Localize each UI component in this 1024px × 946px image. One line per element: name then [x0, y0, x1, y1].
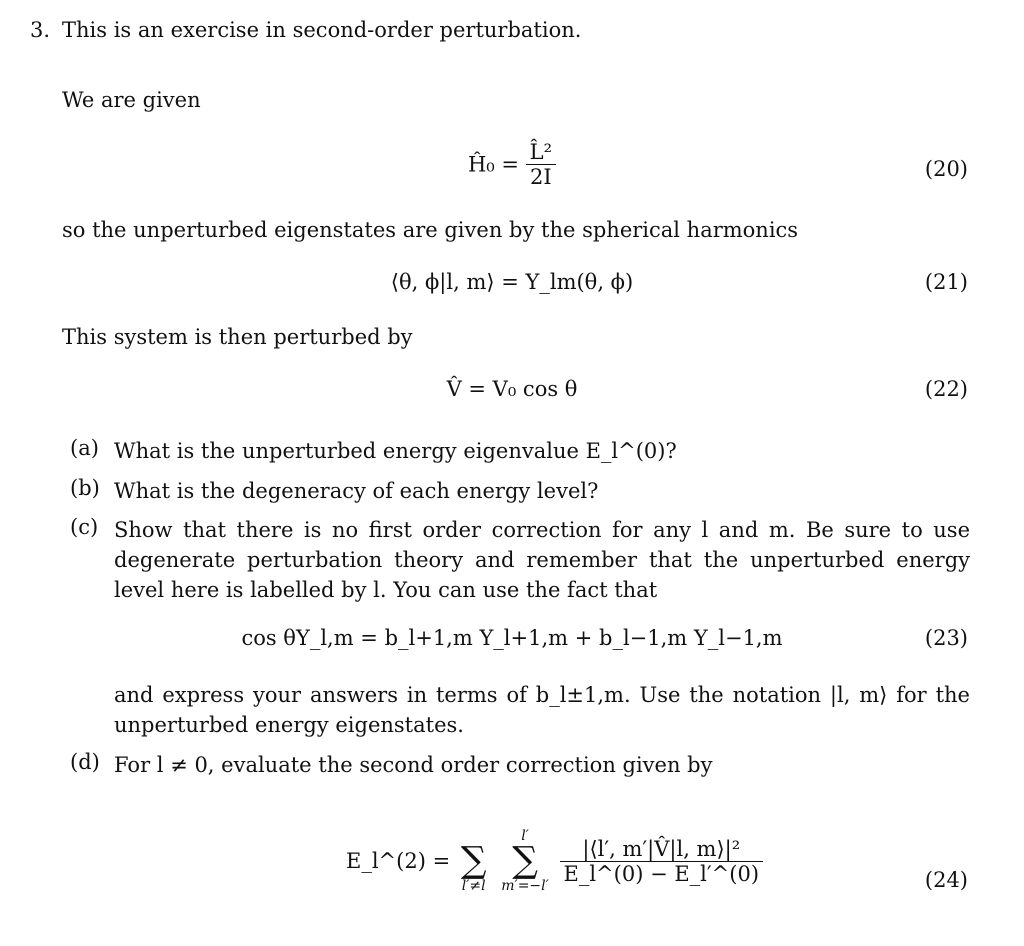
item-c-after-text: and express your answers in terms of b_l±1,m. Use the notation |l, m⟩ for the unperturbed energy eigenstates. — [114, 683, 970, 737]
item-d-label: (d) — [70, 750, 100, 774]
eq20-fraction — [526, 140, 556, 189]
equation-23: cos θY_l,m = b_l+1,m Y_l+1,m + b_l−1,m Y_l−1,m — [241, 626, 783, 650]
given-text: We are given — [62, 88, 201, 112]
eq24-sum-m: l′ ∑ m′=−l′ — [501, 828, 549, 894]
item-b-text: What is the degeneracy of each energy level? — [114, 479, 599, 503]
item-c-text: Show that there is no first order correction for any l and m. Be sure to use degenerate perturbation theory and remember that the unperturbed energy level here is labelled by l. You can use the fact that — [114, 518, 970, 602]
item-a-text: What is the unperturbed energy eigenvalue E_l^(0)? — [114, 439, 677, 463]
eq24-sum2-bottom: m′=−l′ — [501, 878, 549, 894]
after-eq21-text: This system is then perturbed by — [62, 325, 413, 349]
eq24-fraction — [560, 837, 764, 886]
eq20-lhs: Ĥ₀ = — [467, 152, 519, 177]
eq24-number: (24) — [924, 868, 968, 892]
equation-24 — [346, 828, 763, 928]
after-eq20-text: so the unperturbed eigenstates are given by the spherical harmonics — [62, 218, 799, 242]
eq20-denominator: 2I — [526, 164, 556, 189]
item-c-label: (c) — [70, 515, 99, 539]
equation-22: V̂ = V₀ cos θ — [446, 377, 578, 401]
item-d-text: For l ≠ 0, evaluate the second order correction given by — [114, 753, 713, 777]
eq21-number: (21) — [924, 270, 968, 294]
item-a-label: (a) — [70, 436, 99, 460]
eq24-sum-l: ∑ l′≠l — [460, 840, 487, 894]
eq24-lhs: E_l^(2) = — [346, 849, 451, 873]
eq24-numerator: |⟨l′, m′|V̂|l, m⟩|² — [582, 836, 741, 861]
eq22-number: (22) — [924, 377, 968, 401]
eq24-sum1-bottom: l′≠l — [461, 878, 486, 894]
problem-number: 3. — [30, 18, 51, 42]
eq20-numerator: L̂² — [529, 140, 553, 164]
eq24-denominator: E_l^(0) − E_l′^(0) — [560, 861, 764, 886]
problem-intro: This is an exercise in second-order perturbation. — [62, 18, 582, 42]
eq24-sum2-top: l′ — [521, 828, 529, 844]
item-b-label: (b) — [70, 476, 100, 500]
eq20-number: (20) — [924, 157, 968, 181]
equation-20 — [0, 140, 1024, 189]
eq23-number: (23) — [924, 626, 968, 650]
equation-21: ⟨θ, ϕ|l, m⟩ = Y_lm(θ, ϕ) — [390, 270, 634, 294]
